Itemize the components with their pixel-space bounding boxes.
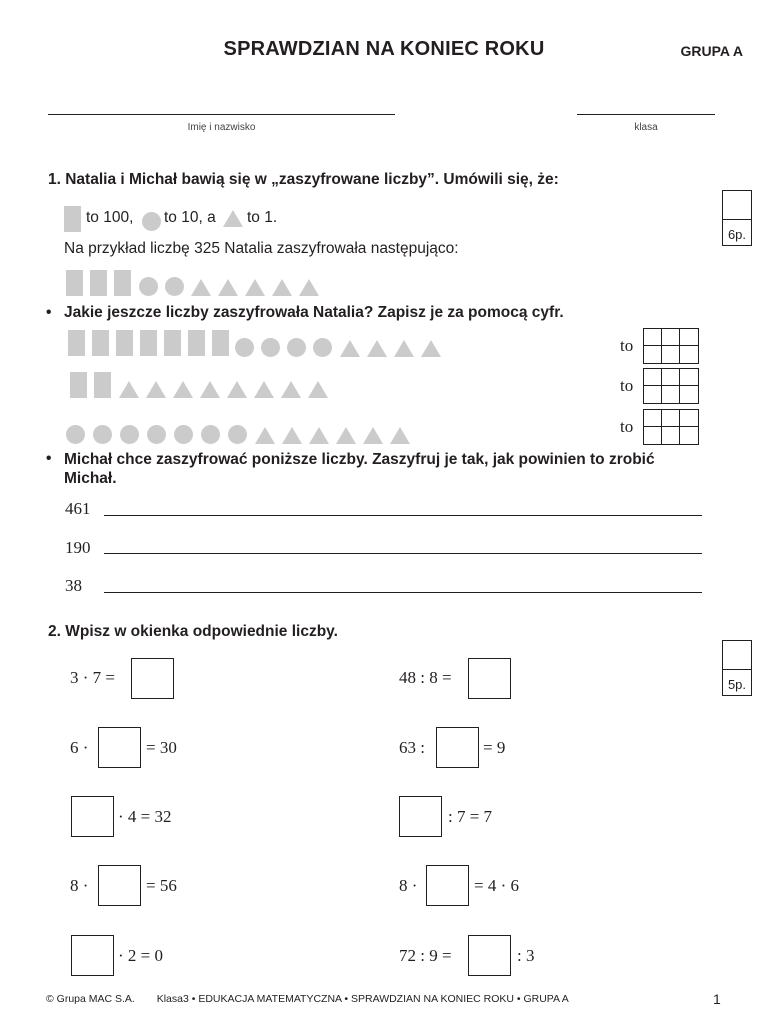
number-190: 190 bbox=[65, 538, 91, 557]
task1-bullet2-line1: Michał chce zaszyfrować poniższe liczby. Zaszyfruj je tak, jak powinien to zrobić bbox=[64, 451, 655, 468]
class-field-label: klasa bbox=[634, 122, 658, 133]
circle-symbol bbox=[139, 277, 158, 296]
to-label: to bbox=[620, 417, 634, 436]
triangle-symbol bbox=[363, 427, 383, 444]
number-461: 461 bbox=[65, 499, 91, 518]
triangle-symbol bbox=[281, 381, 301, 398]
triangle-symbol bbox=[218, 279, 238, 296]
answer-line-38[interactable] bbox=[104, 592, 702, 593]
square-symbol bbox=[66, 270, 83, 296]
circle-symbol bbox=[142, 212, 161, 231]
answer-box[interactable] bbox=[98, 727, 141, 768]
task2-points-box[interactable] bbox=[722, 640, 752, 696]
points-input[interactable] bbox=[723, 641, 751, 670]
task1-points-box[interactable] bbox=[722, 190, 752, 246]
bullet-dot: • bbox=[46, 450, 52, 467]
triangle-symbol bbox=[191, 279, 211, 296]
answer-box[interactable] bbox=[71, 935, 114, 976]
equation-left-2a: 6 · bbox=[70, 738, 89, 757]
to-label: to bbox=[620, 336, 634, 355]
footer-klasa: Klasa3 bbox=[156, 993, 189, 1005]
circle-symbol bbox=[120, 425, 139, 444]
square-symbol bbox=[70, 372, 87, 398]
triangle-symbol bbox=[255, 427, 275, 444]
equation-right-4b: = 4 · 6 bbox=[474, 876, 519, 895]
square-symbol bbox=[114, 270, 131, 296]
footer-subject: EDUKACJA MATEMATYCZNA bbox=[198, 993, 342, 1005]
square-symbol bbox=[92, 330, 109, 356]
triangle-symbol bbox=[367, 340, 387, 357]
page-number: 1 bbox=[713, 991, 721, 1007]
task1-bullet2 bbox=[64, 450, 714, 488]
answer-box[interactable] bbox=[468, 658, 511, 699]
square-symbol bbox=[212, 330, 229, 356]
square-symbol bbox=[64, 206, 81, 232]
triangle-symbol bbox=[173, 381, 193, 398]
circle-symbol bbox=[66, 425, 85, 444]
triangle-symbol bbox=[272, 279, 292, 296]
square-symbol bbox=[116, 330, 133, 356]
answer-grid-1[interactable] bbox=[643, 328, 699, 364]
circle-symbol bbox=[228, 425, 247, 444]
task2-question: 2. Wpisz w okienka odpowiednie liczby. bbox=[48, 623, 338, 640]
equation-right-2b: = 9 bbox=[483, 738, 506, 757]
circle-symbol bbox=[147, 425, 166, 444]
circle-symbol bbox=[201, 425, 220, 444]
equation-left-4b: = 56 bbox=[146, 876, 177, 895]
footer-copyright: © Grupa MAC S.A. bbox=[46, 993, 135, 1005]
name-field-line[interactable] bbox=[48, 114, 395, 115]
triangle-symbol bbox=[227, 381, 247, 398]
equation-right-5a: 72 : 9 = bbox=[399, 946, 452, 965]
answer-box[interactable] bbox=[98, 865, 141, 906]
points-label: 5p. bbox=[727, 677, 747, 692]
legend-square-text: to 100, bbox=[86, 209, 134, 226]
circle-symbol bbox=[313, 338, 332, 357]
answer-box[interactable] bbox=[426, 865, 469, 906]
answer-grid-2[interactable] bbox=[643, 368, 699, 404]
equation-left-4a: 8 · bbox=[70, 876, 89, 895]
answer-line-190[interactable] bbox=[104, 553, 702, 554]
group-label: GRUPA A bbox=[680, 43, 743, 59]
number-38: 38 bbox=[65, 576, 82, 595]
footer-test: SPRAWDZIAN NA KONIEC ROKU bbox=[350, 993, 514, 1005]
answer-box[interactable] bbox=[71, 796, 114, 837]
equation-right-2a: 63 : bbox=[399, 738, 425, 757]
circle-symbol bbox=[235, 338, 254, 357]
answer-box[interactable] bbox=[399, 796, 442, 837]
triangle-symbol bbox=[309, 427, 329, 444]
square-symbol bbox=[90, 270, 107, 296]
circle-symbol bbox=[287, 338, 306, 357]
triangle-symbol bbox=[340, 340, 360, 357]
square-symbol bbox=[140, 330, 157, 356]
circle-symbol bbox=[93, 425, 112, 444]
equation-left-5b: · 2 = 0 bbox=[118, 946, 163, 965]
name-field-label: Imię i nazwisko bbox=[187, 122, 256, 133]
answer-box[interactable] bbox=[468, 935, 511, 976]
triangle-symbol bbox=[394, 340, 414, 357]
square-symbol bbox=[164, 330, 181, 356]
page-title: SPRAWDZIAN NA KONIEC ROKU bbox=[223, 38, 545, 60]
equation-right-1: 48 : 8 = bbox=[399, 668, 452, 687]
points-label: 6p. bbox=[727, 227, 747, 242]
triangle-symbol bbox=[223, 210, 243, 227]
triangle-symbol bbox=[119, 381, 139, 398]
triangle-symbol bbox=[421, 340, 441, 357]
square-symbol bbox=[94, 372, 111, 398]
class-field-line[interactable] bbox=[577, 114, 715, 115]
equation-right-5b: : 3 bbox=[517, 946, 535, 965]
equation-left-1: 3 · 7 = bbox=[70, 668, 115, 687]
answer-box[interactable] bbox=[131, 658, 174, 699]
square-symbol bbox=[188, 330, 205, 356]
answer-line-461[interactable] bbox=[104, 515, 702, 516]
legend-triangle-text: to 1. bbox=[247, 209, 278, 226]
triangle-symbol bbox=[336, 427, 356, 444]
circle-symbol bbox=[174, 425, 193, 444]
answer-grid-3[interactable] bbox=[643, 409, 699, 445]
bullet-dot: • bbox=[46, 304, 52, 321]
circle-symbol bbox=[165, 277, 184, 296]
task1-bullet2-line2: Michał. bbox=[64, 470, 117, 487]
example-text: Na przykład liczbę 325 Natalia zaszyfrowała następująco: bbox=[64, 240, 459, 257]
triangle-symbol bbox=[390, 427, 410, 444]
triangle-symbol bbox=[200, 381, 220, 398]
task1-question: 1. Natalia i Michał bawią się w „zaszyfrowane liczby”. Umówili się, że: bbox=[48, 171, 559, 188]
legend-circle-text: to 10, a bbox=[164, 209, 216, 226]
triangle-symbol bbox=[254, 381, 274, 398]
task1-bullet1: Jakie jeszcze liczby zaszyfrowała Natalia? Zapisz je za pomocą cyfr. bbox=[64, 304, 564, 321]
circle-symbol bbox=[261, 338, 280, 357]
footer-group: GRUPA A bbox=[523, 993, 569, 1005]
equation-left-3b: · 4 = 32 bbox=[118, 807, 172, 826]
equation-right-3b: : 7 = 7 bbox=[448, 807, 493, 826]
triangle-symbol bbox=[299, 279, 319, 296]
triangle-symbol bbox=[308, 381, 328, 398]
triangle-symbol bbox=[245, 279, 265, 296]
to-label: to bbox=[620, 376, 634, 395]
equation-right-4a: 8 · bbox=[399, 876, 418, 895]
answer-box[interactable] bbox=[436, 727, 479, 768]
footer: © Grupa MAC S.A. Klasa3 • EDUKACJA MATEMATYCZNA • SPRAWDZIAN NA KONIEC ROKU • GRUPA A bbox=[46, 993, 569, 1005]
square-symbol bbox=[68, 330, 85, 356]
points-input[interactable] bbox=[723, 191, 751, 220]
triangle-symbol bbox=[282, 427, 302, 444]
triangle-symbol bbox=[146, 381, 166, 398]
equation-left-2b: = 30 bbox=[146, 738, 177, 757]
